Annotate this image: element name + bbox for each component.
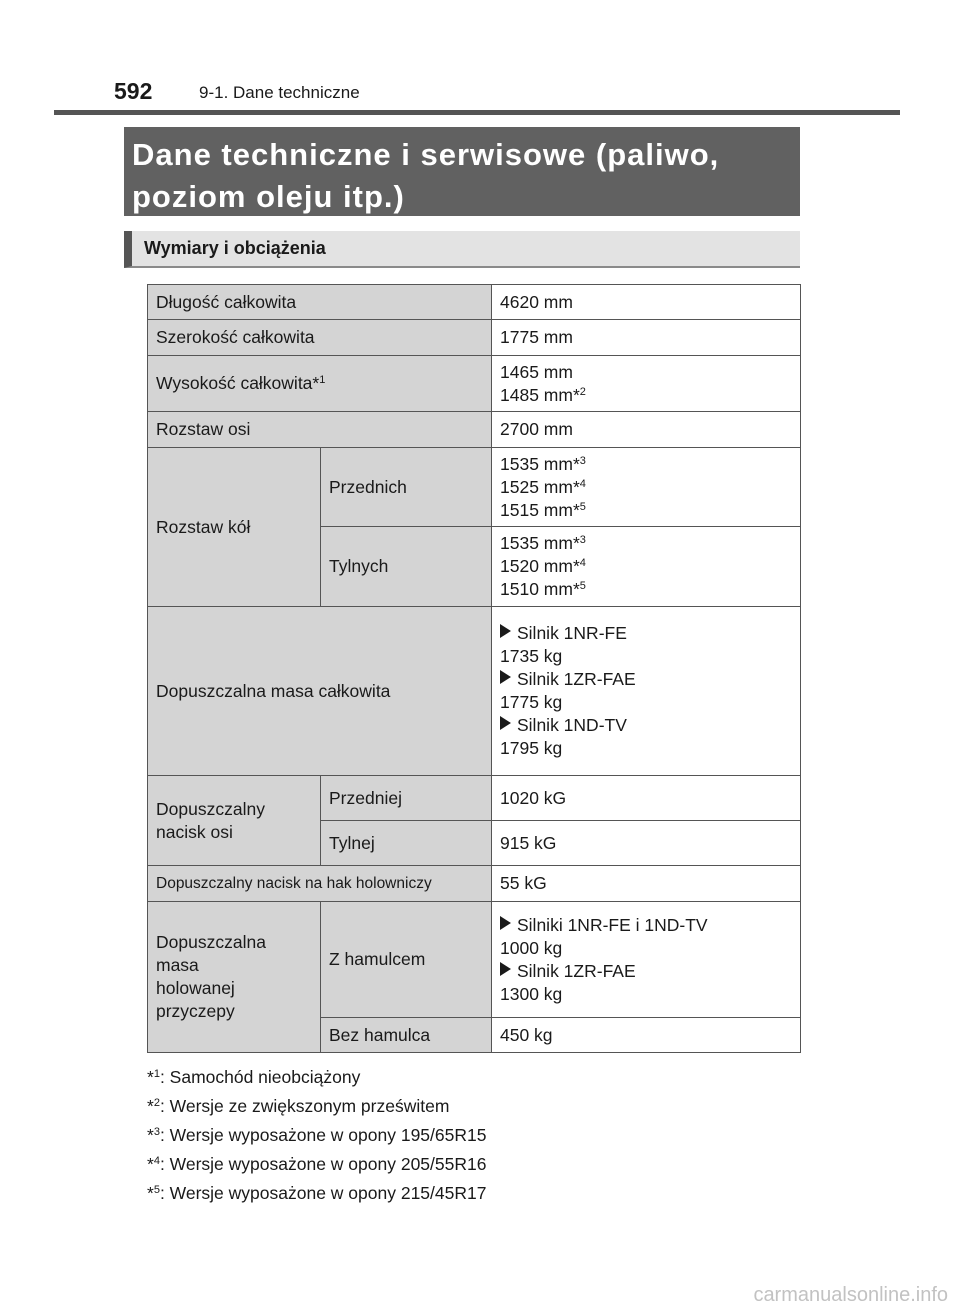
footnote-number: 5 <box>153 1184 160 1196</box>
row-value: 450 kg <box>492 1018 801 1053</box>
table-row-tow-hook <box>148 866 801 902</box>
row-label <box>148 776 321 866</box>
label-line: Dopuszczalny <box>156 798 265 819</box>
sub-label: Przednich <box>321 448 492 527</box>
engine-line <box>500 622 792 645</box>
page-title <box>124 127 800 216</box>
footnote-number: 3 <box>153 1126 160 1138</box>
value-text: 1535 mm* <box>500 453 580 474</box>
row-label: Dopuszczalny nacisk na hak holowniczy <box>148 866 492 902</box>
row-value: 4620 mm <box>492 285 801 320</box>
footnote-mark: * <box>147 1125 154 1145</box>
footnote-text: : Wersje wyposażone w opony 215/45R17 <box>159 1183 487 1203</box>
engine-name: Silnik 1ZR-FAE <box>517 669 636 689</box>
table-row-length <box>148 285 801 320</box>
value-text: 1510 mm* <box>500 579 580 599</box>
page-title-line-1: Dane techniczne i serwisowe (paliwo, <box>132 137 720 172</box>
footnote-ref: 3 <box>579 534 586 546</box>
value-line <box>500 453 792 476</box>
footnote-number: 1 <box>153 1068 160 1080</box>
page-title-line-2: poziom oleju itp.) <box>132 179 405 214</box>
section-heading: Wymiary i obciążenia <box>124 231 800 268</box>
label-text: Wysokość całkowita* <box>156 373 320 393</box>
arrow-right-icon <box>500 962 511 976</box>
row-value <box>492 448 801 527</box>
arrow-right-icon <box>500 916 511 930</box>
value-text: 1485 mm* <box>500 384 580 405</box>
engine-line <box>500 714 792 737</box>
row-label: Rozstaw osi <box>148 412 492 448</box>
value-line <box>500 555 792 578</box>
value-line <box>500 532 792 555</box>
arrow-right-icon <box>500 624 511 638</box>
footnote-ref: 4 <box>579 477 586 490</box>
value-line <box>500 499 792 522</box>
value-line: 1465 mm <box>500 361 573 382</box>
footnote-mark: * <box>147 1067 154 1087</box>
table-row-height <box>148 356 801 412</box>
table-row-width <box>148 320 801 356</box>
engine-name: Silnik 1ZR-FAE <box>517 960 636 981</box>
value-text: 1525 mm* <box>500 476 580 497</box>
table-row-wheelbase <box>148 412 801 448</box>
footnote-text: : Wersje wyposażone w opony 205/55R16 <box>159 1154 487 1174</box>
footnote <box>147 1092 486 1121</box>
page-number: 592 <box>114 78 153 104</box>
label-line: Dopuszczalna <box>156 932 266 952</box>
row-value: 915 kG <box>492 821 801 866</box>
footnote-text: : Samochód nieobciążony <box>159 1067 361 1087</box>
engine-name: Silnik 1ND-TV <box>517 715 627 735</box>
sub-label: Z hamulcem <box>321 902 492 1018</box>
row-label <box>148 902 321 1053</box>
engine-name: Silniki 1NR-FE i 1ND-TV <box>517 914 708 935</box>
mass-line: 1735 kg <box>500 646 563 666</box>
row-value <box>492 607 801 776</box>
header-rule <box>54 110 900 115</box>
footnotes <box>147 1063 486 1208</box>
footnote-text: : Wersje wyposażone w opony 195/65R15 <box>159 1125 487 1145</box>
running-header: 9-1. Dane techniczne <box>199 83 360 102</box>
mass-line: 1000 kg <box>500 937 563 958</box>
footnote-ref: 5 <box>579 580 586 592</box>
row-value <box>492 527 801 607</box>
footnote-ref: 3 <box>579 454 586 467</box>
row-label: Dopuszczalna masa całkowita <box>148 607 492 776</box>
value-text: 1515 mm* <box>500 499 580 520</box>
footnote-number: 2 <box>153 1097 160 1109</box>
label-line: nacisk osi <box>156 821 233 842</box>
engine-line <box>500 960 792 983</box>
dimensions-table <box>147 284 801 1053</box>
footnote <box>147 1063 486 1092</box>
label-line: przyczepy <box>156 1001 235 1021</box>
row-value: 1775 mm <box>492 320 801 356</box>
row-value <box>492 356 801 412</box>
row-label: Długość całkowita <box>148 285 492 320</box>
sub-label: Przedniej <box>321 776 492 821</box>
value-line <box>500 578 792 601</box>
watermark: carmanualsonline.info <box>753 1284 948 1306</box>
row-value: 1020 kG <box>492 776 801 821</box>
label-line: holowanej <box>156 978 235 998</box>
arrow-right-icon <box>500 716 511 730</box>
footnote <box>147 1121 486 1150</box>
footnote-mark: * <box>147 1154 154 1174</box>
footnote-mark: * <box>147 1183 154 1203</box>
table-row-axle-front <box>148 776 801 821</box>
mass-line: 1795 kg <box>500 738 563 758</box>
value-line <box>500 476 792 499</box>
sub-label: Tylnych <box>321 527 492 607</box>
table-row-track-front <box>148 448 801 527</box>
value-text: 1535 mm* <box>500 533 580 553</box>
footnote <box>147 1179 486 1208</box>
footnote-ref: 1 <box>319 374 326 386</box>
sub-label: Tylnej <box>321 821 492 866</box>
footnote-mark: * <box>147 1096 154 1116</box>
engine-line <box>500 668 792 691</box>
row-label <box>148 356 492 412</box>
row-value <box>492 902 801 1018</box>
value-line <box>500 384 792 407</box>
row-value: 55 kG <box>492 866 801 902</box>
footnote-ref: 5 <box>579 500 586 513</box>
arrow-right-icon <box>500 670 511 684</box>
mass-line: 1300 kg <box>500 983 563 1004</box>
row-label: Szerokość całkowita <box>148 320 492 356</box>
footnote-ref: 2 <box>579 385 586 398</box>
sub-label: Bez hamulca <box>321 1018 492 1053</box>
footnote-number: 4 <box>153 1155 160 1167</box>
footnote-ref: 4 <box>579 557 586 569</box>
engine-line <box>500 914 792 937</box>
footnote-text: : Wersje ze zwiększonym prześwitem <box>159 1096 450 1116</box>
engine-name: Silnik 1NR-FE <box>517 623 627 643</box>
footnote <box>147 1150 486 1179</box>
mass-line: 1775 kg <box>500 692 563 712</box>
row-label: Rozstaw kół <box>148 448 321 607</box>
value-text: 1520 mm* <box>500 556 580 576</box>
row-value: 2700 mm <box>492 412 801 448</box>
label-line: masa <box>156 955 199 975</box>
table-row-gross-mass <box>148 607 801 776</box>
table-row-trailer-braked <box>148 902 801 1018</box>
